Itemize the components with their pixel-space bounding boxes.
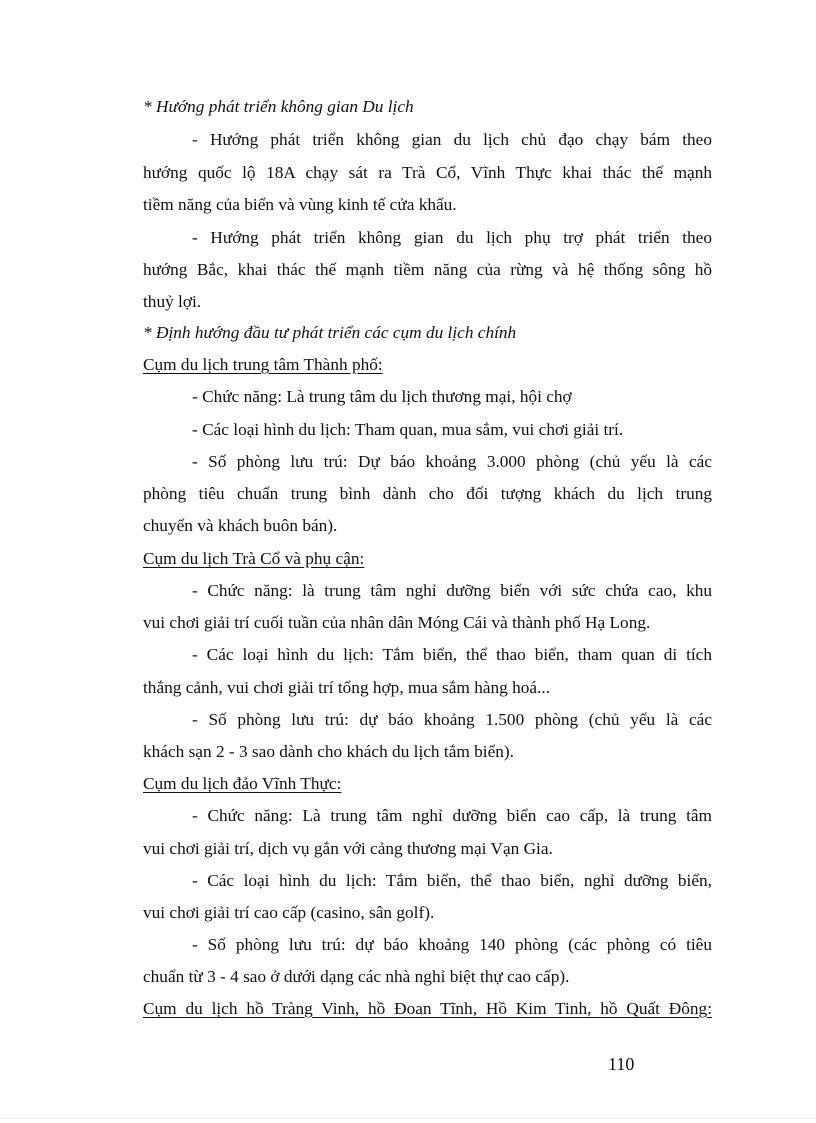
- paragraph-line: hướng quốc lộ 18A chạy sát ra Trà Cổ, Vĩnh Thực khai thác thế mạnh: [143, 163, 712, 182]
- paragraph-line: - Số phòng lưu trú: Dự báo khoảng 3.000 phòng (chủ yếu là các: [192, 452, 712, 471]
- paragraph-line: - Số phòng lưu trú: dự báo khoảng 140 phòng (các phòng có tiêu: [192, 935, 712, 954]
- cluster-heading-city-center: Cụm du lịch trung tâm Thành phố:: [143, 355, 383, 374]
- paragraph-line: thắng cảnh, vui chơi giải trí tổng hợp, mua sắm hàng hoá...: [143, 678, 551, 697]
- paragraph-line: vui chơi giải trí cao cấp (casino, sân golf).: [143, 903, 435, 922]
- paragraph-line: - Các loại hình du lịch: Tham quan, mua sắm, vui chơi giải trí.: [192, 420, 624, 439]
- paragraph-line: - Các loại hình du lịch: Tắm biển, thể thao biển, nghỉ dưỡng biển,: [192, 871, 712, 890]
- page-bottom-edge: [0, 1118, 816, 1119]
- paragraph-line: - Hướng phát triển không gian du lịch phụ trợ phát triển theo: [192, 228, 712, 247]
- page-number: 110: [608, 1054, 635, 1074]
- paragraph-line: tiềm năng của biển và vùng kinh tế cửa khẩu.: [143, 195, 457, 214]
- paragraph-line: vui chơi giải trí, dịch vụ gắn với cảng thương mại Vạn Gia.: [143, 839, 553, 858]
- paragraph-line: - Các loại hình du lịch: Tắm biển, thể thao biển, tham quan di tích: [192, 645, 712, 664]
- paragraph-line: - Chức năng: Là trung tâm nghỉ dưỡng biển cao cấp, là trung tâm: [192, 806, 712, 825]
- paragraph-line: hướng Bắc, khai thác thế mạnh tiềm năng của rừng và hệ thống sông hồ: [143, 260, 712, 279]
- cluster-heading-vinh-thuc: Cụm du lịch đảo Vĩnh Thực:: [143, 774, 342, 793]
- cluster-heading-tra-co: Cụm du lịch Trà Cổ và phụ cận:: [143, 549, 365, 568]
- paragraph-line: thuỷ lợi.: [143, 292, 202, 311]
- heading-tourism-space-direction: * Hướng phát triển không gian Du lịch: [143, 97, 414, 116]
- paragraph-line: vui chơi giải trí cuối tuần của nhân dân Móng Cái và thành phố Hạ Long.: [143, 613, 651, 632]
- paragraph-line: - Hướng phát triển không gian du lịch chủ đạo chạy bám theo: [192, 130, 712, 149]
- paragraph-line: phòng tiêu chuẩn trung bình dành cho đối tượng khách du lịch trung: [143, 484, 712, 503]
- paragraph-line: - Số phòng lưu trú: dự báo khoảng 1.500 phòng (chủ yếu là các: [192, 710, 712, 729]
- paragraph-line: khách sạn 2 - 3 sao dành cho khách du lịch tắm biển).: [143, 742, 514, 761]
- paragraph-line: chuyển và khách buôn bán).: [143, 516, 338, 535]
- cluster-heading-lakes: Cụm du lịch hồ Tràng Vinh, hồ Đoan Tĩnh, Hồ Kim Tinh, hồ Quất Đông:: [143, 999, 712, 1018]
- paragraph-line: - Chức năng: là trung tâm nghỉ dưỡng biển với sức chứa cao, khu: [192, 581, 712, 600]
- heading-investment-orientation: * Định hướng đầu tư phát triển các cụm du lịch chính: [143, 323, 517, 342]
- paragraph-line: chuẩn từ 3 - 4 sao ở dưới dạng các nhà nghỉ biệt thự cao cấp).: [143, 967, 570, 986]
- paragraph-line: - Chức năng: Là trung tâm du lịch thương mại, hội chợ: [192, 387, 572, 406]
